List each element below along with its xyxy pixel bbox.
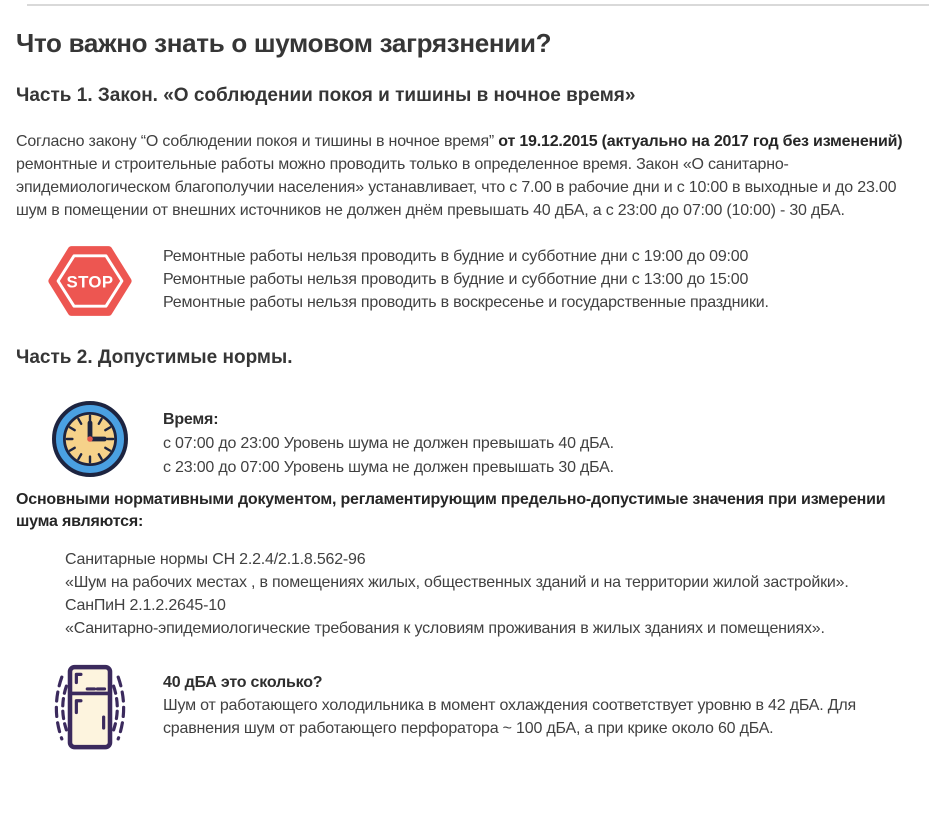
fridge-comparison-row — [16, 662, 929, 754]
regulations-list — [16, 548, 865, 640]
intro-text-post: ремонтные и строительные работы можно проводить только в определенное время. Закон «О санитарно-эпидемиологическом благополучии населения» устанавливает, что с 7.00 в рабочие дни и с 10:00 в выходные и до 23.00 шум в помещении от внешних источников не должен днём превышать 40 дБА, а с 23:00 до 07:00 (10:00) - 30 дБА. — [16, 156, 897, 219]
fridge-block-body: Шум от работающего холодильника в момент охлаждения соответствует уровню в 42 дБА. Для сравнения шум от работающего перфоратора ~ 100 дБА, а при крике около 60 дБА. — [163, 697, 856, 737]
fridge-block-title: 40 дБА это сколько? — [163, 674, 323, 691]
stop-icon-cell — [16, 239, 163, 323]
fridge-comparison-text — [163, 662, 929, 740]
intro-text-bold: от 19.12.2015 (актуально на 2017 год без изменений) — [498, 133, 903, 150]
time-norms-row — [16, 399, 929, 480]
regulations-intro: Основными нормативными документом, регламентирующим предельно-допустимые значения при измерении шума являются: — [16, 491, 886, 530]
part2-heading: Часть 2. Допустимые нормы. — [16, 347, 293, 368]
regulation-line: СанПиН 2.1.2.2645-10 — [65, 597, 226, 614]
time-norm-line: с 07:00 до 23:00 Уровень шума не должен превышать 40 дБА. — [163, 435, 614, 452]
clock-icon-cell — [16, 399, 163, 479]
time-norm-line: с 23:00 до 07:00 Уровень шума не должен превышать 30 дБА. — [163, 459, 614, 476]
stop-rules-text — [163, 239, 929, 314]
time-norms-text — [163, 399, 929, 480]
stop-rules-row — [16, 239, 929, 323]
intro-text-pre: Согласно закону “О соблюдении покоя и тишины в ночное время” — [16, 133, 499, 150]
regulation-line: «Шум на рабочих местах , в помещениях жилых, общественных зданий и на территории жилой застройки». — [65, 574, 849, 591]
part1-intro-paragraph — [16, 130, 921, 222]
regulation-line: «Санитарно-эпидемиологические требования к условиям проживания в жилых зданиях и помещениях». — [65, 620, 825, 637]
page-title: Что важно знать о шумовом загрязнении? — [16, 28, 552, 58]
clock-icon — [50, 399, 130, 479]
stop-sign-icon — [48, 239, 132, 323]
time-block-title: Время: — [163, 411, 219, 428]
article-page — [0, 4, 937, 754]
vibrating-fridge-icon — [40, 662, 140, 754]
stop-rule-line: Ремонтные работы нельзя проводить в будние и субботние дни с 19:00 до 09:00 — [163, 248, 749, 265]
fridge-icon-cell — [16, 662, 163, 754]
stop-rule-line: Ремонтные работы нельзя проводить в будние и субботние дни с 13:00 до 15:00 — [163, 271, 749, 288]
top-divider — [27, 4, 929, 6]
part1-heading: Часть 1. Закон. «О соблюдении покоя и тишины в ночное время» — [16, 85, 636, 106]
stop-rule-line: Ремонтные работы нельзя проводить в воскресенье и государственные праздники. — [163, 294, 769, 311]
regulation-line: Санитарные нормы СН 2.2.4/2.1.8.562-96 — [65, 551, 366, 568]
stop-sign-label: STOP — [65, 272, 114, 292]
